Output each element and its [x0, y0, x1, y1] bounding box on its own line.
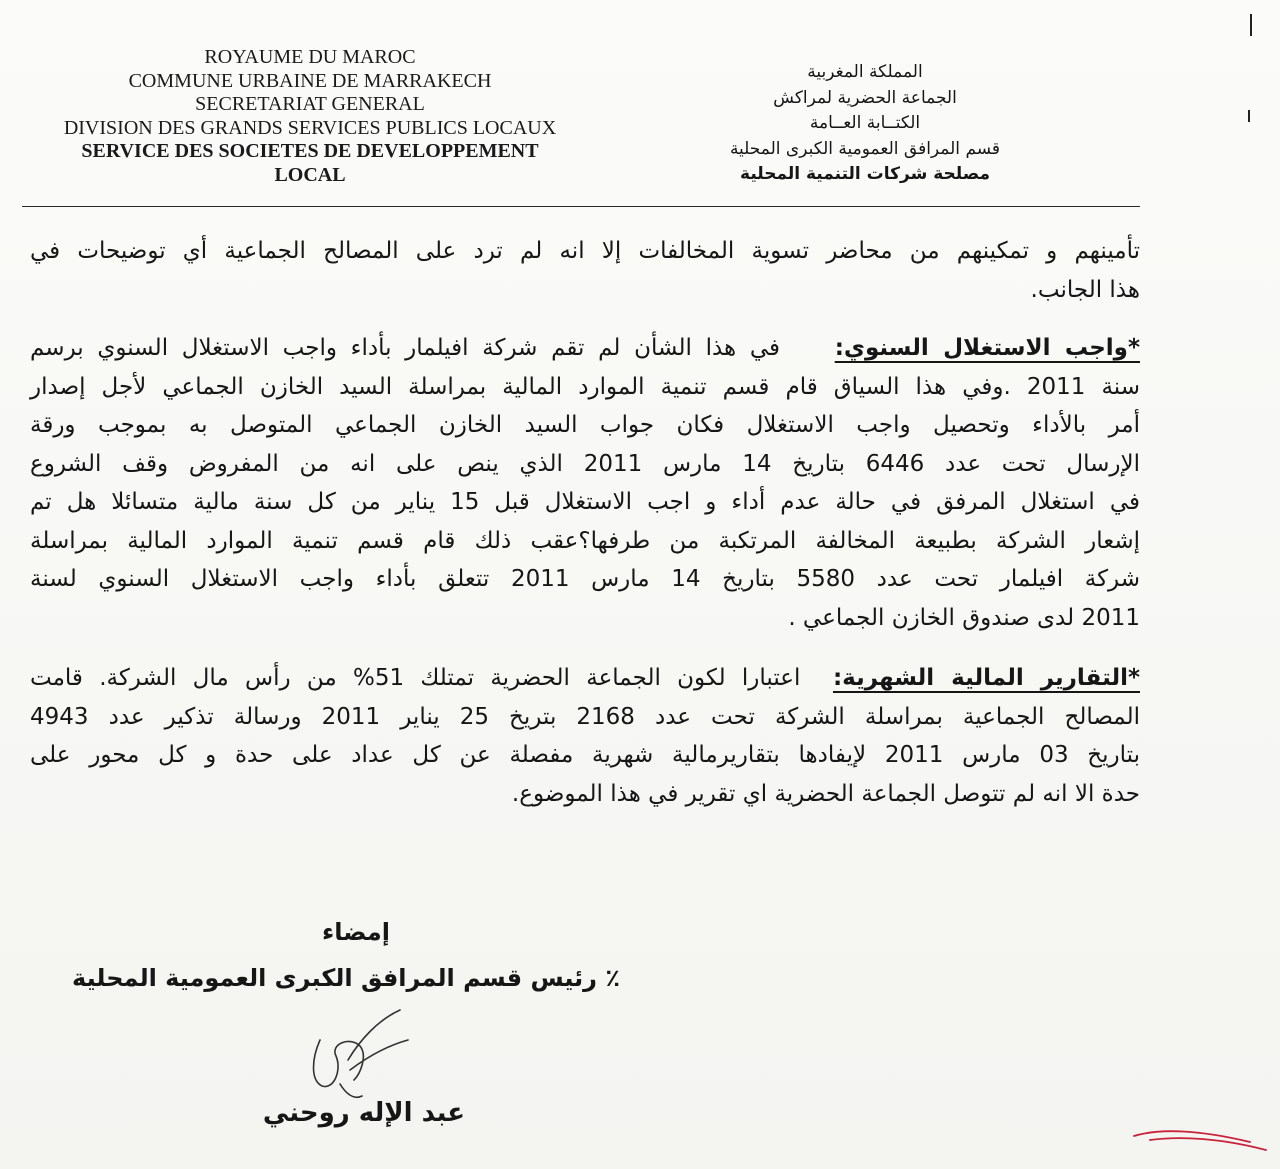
intro-paragraph — [30, 232, 1140, 309]
text-line — [30, 329, 1140, 368]
text-line: حدة الا انه لم تتوصل الجماعة الحضرية اي تقرير في هذا الموضوع. — [511, 780, 1140, 807]
text-line: المصالح الجماعية بمراسلة الشركة تحت عدد 2168 بتريخ 25 يناير 2011 ورسالة تذكير عدد 4943 — [30, 703, 1140, 730]
paragraph-gap — [30, 309, 1140, 329]
page-edge-mark — [1250, 14, 1252, 36]
text-line: الإرسال تحت عدد 6446 بتاريخ 14 مارس 2011 الذي ينص على انه من المفروض وقف الشروع — [30, 450, 1140, 477]
handwritten-signature — [290, 1000, 420, 1110]
header-fr-line: COMMUNE URBAINE DE MARRAKECH — [128, 69, 492, 92]
text-line: هذا الجانب. — [1030, 276, 1140, 303]
text-line: سنة 2011 .وفي هذا السياق قام قسم تنمية الموارد المالية بمراسلة السيد الخازن الجماعي لأجل إصدار — [30, 373, 1140, 400]
signatory-role: ٪ رئيس قسم المرافق الكبرى العمومية المحلية — [72, 964, 620, 992]
header-fr-line: ROYAUME DU MAROC — [204, 46, 416, 68]
text-line: تأمينهم و تمكينهم من محاضر تسوية المخالفات إلا انه لم ترد على المصالح الجماعية أي توضيحات في — [30, 238, 1140, 264]
header-fr-line: LOCAL — [274, 163, 346, 186]
text-line: في استغلال المرفق في حالة عدم أداء و اجب الاستغلال قبل 15 يناير من كل سنة مالية متسائلا هل تم — [30, 489, 1140, 515]
text-line: شركة افيلمار تحت عدد 5580 بتاريخ 14 مارس 2011 تتعلق بأداء واجب الاستغلال السنوي لسنة — [30, 566, 1141, 592]
text-line: إشعار الشركة بطبيعة المخالفة المرتكبة من طرفها؟عقب ذلك قام قسم تنمية الموارد المالية بمراسلة — [30, 527, 1140, 554]
header-fr-line: DIVISION DES GRANDS SERVICES PUBLICS LOCAUX — [63, 116, 557, 139]
text-line — [30, 659, 1140, 698]
text-run: اعتبارا لكون الجماعة الحضرية تمتلك 51% من رأس مال الشركة. قامت — [30, 665, 801, 691]
text-line: بتاريخ 03 مارس 2011 لإيفادها بتقاريرمالية شهرية مفصلة عن كل عداد على حدة و كل محور على — [30, 742, 1141, 768]
red-ink-mark — [1130, 1120, 1270, 1160]
text-line: أمر بالأداء وتحصيل واجب الاستغلال فكان جواب السيد الخازن الجماعي المتوصل به بموجب ورقة — [30, 412, 1140, 438]
header-ar-line: الكتــابة العــامة — [809, 113, 921, 133]
page-edge-mark — [1248, 110, 1250, 122]
header-fr-line: SECRETARIAT GENERAL — [195, 93, 425, 115]
header-ar-line: قسم المرافق العمومية الكبرى المحلية — [729, 138, 1001, 159]
signature-label: إمضاء — [321, 918, 390, 946]
section-annual-fee — [30, 329, 1140, 637]
letterhead-french — [30, 46, 590, 187]
section-monthly-reports — [30, 659, 1140, 813]
paragraph-gap — [30, 637, 1140, 659]
header-ar-line: المملكة المغربية — [807, 62, 923, 82]
section-title: *التقارير المالية الشهرية: — [832, 665, 1141, 691]
text-line: 2011 لدى صندوق الخازن الجماعي . — [788, 604, 1140, 631]
section-title: *واجب الاستغلال السنوي: — [834, 335, 1140, 361]
document-body — [30, 232, 1140, 813]
header-ar-line: مصلحة شركات التنمية المحلية — [740, 164, 990, 184]
header-divider — [22, 206, 1140, 207]
letterhead-arabic — [690, 60, 1040, 188]
header-fr-line: SERVICE DES SOCIETES DE DEVELOPPEMENT — [81, 140, 539, 162]
signatory-name: عبد الإله روحني — [262, 1098, 465, 1128]
header-ar-line: الجماعة الحضرية لمراكش — [773, 87, 957, 108]
text-run: في هذا الشأن لم تقم شركة افيلمار بأداء واجب الاستغلال السنوي برسم — [30, 335, 781, 361]
